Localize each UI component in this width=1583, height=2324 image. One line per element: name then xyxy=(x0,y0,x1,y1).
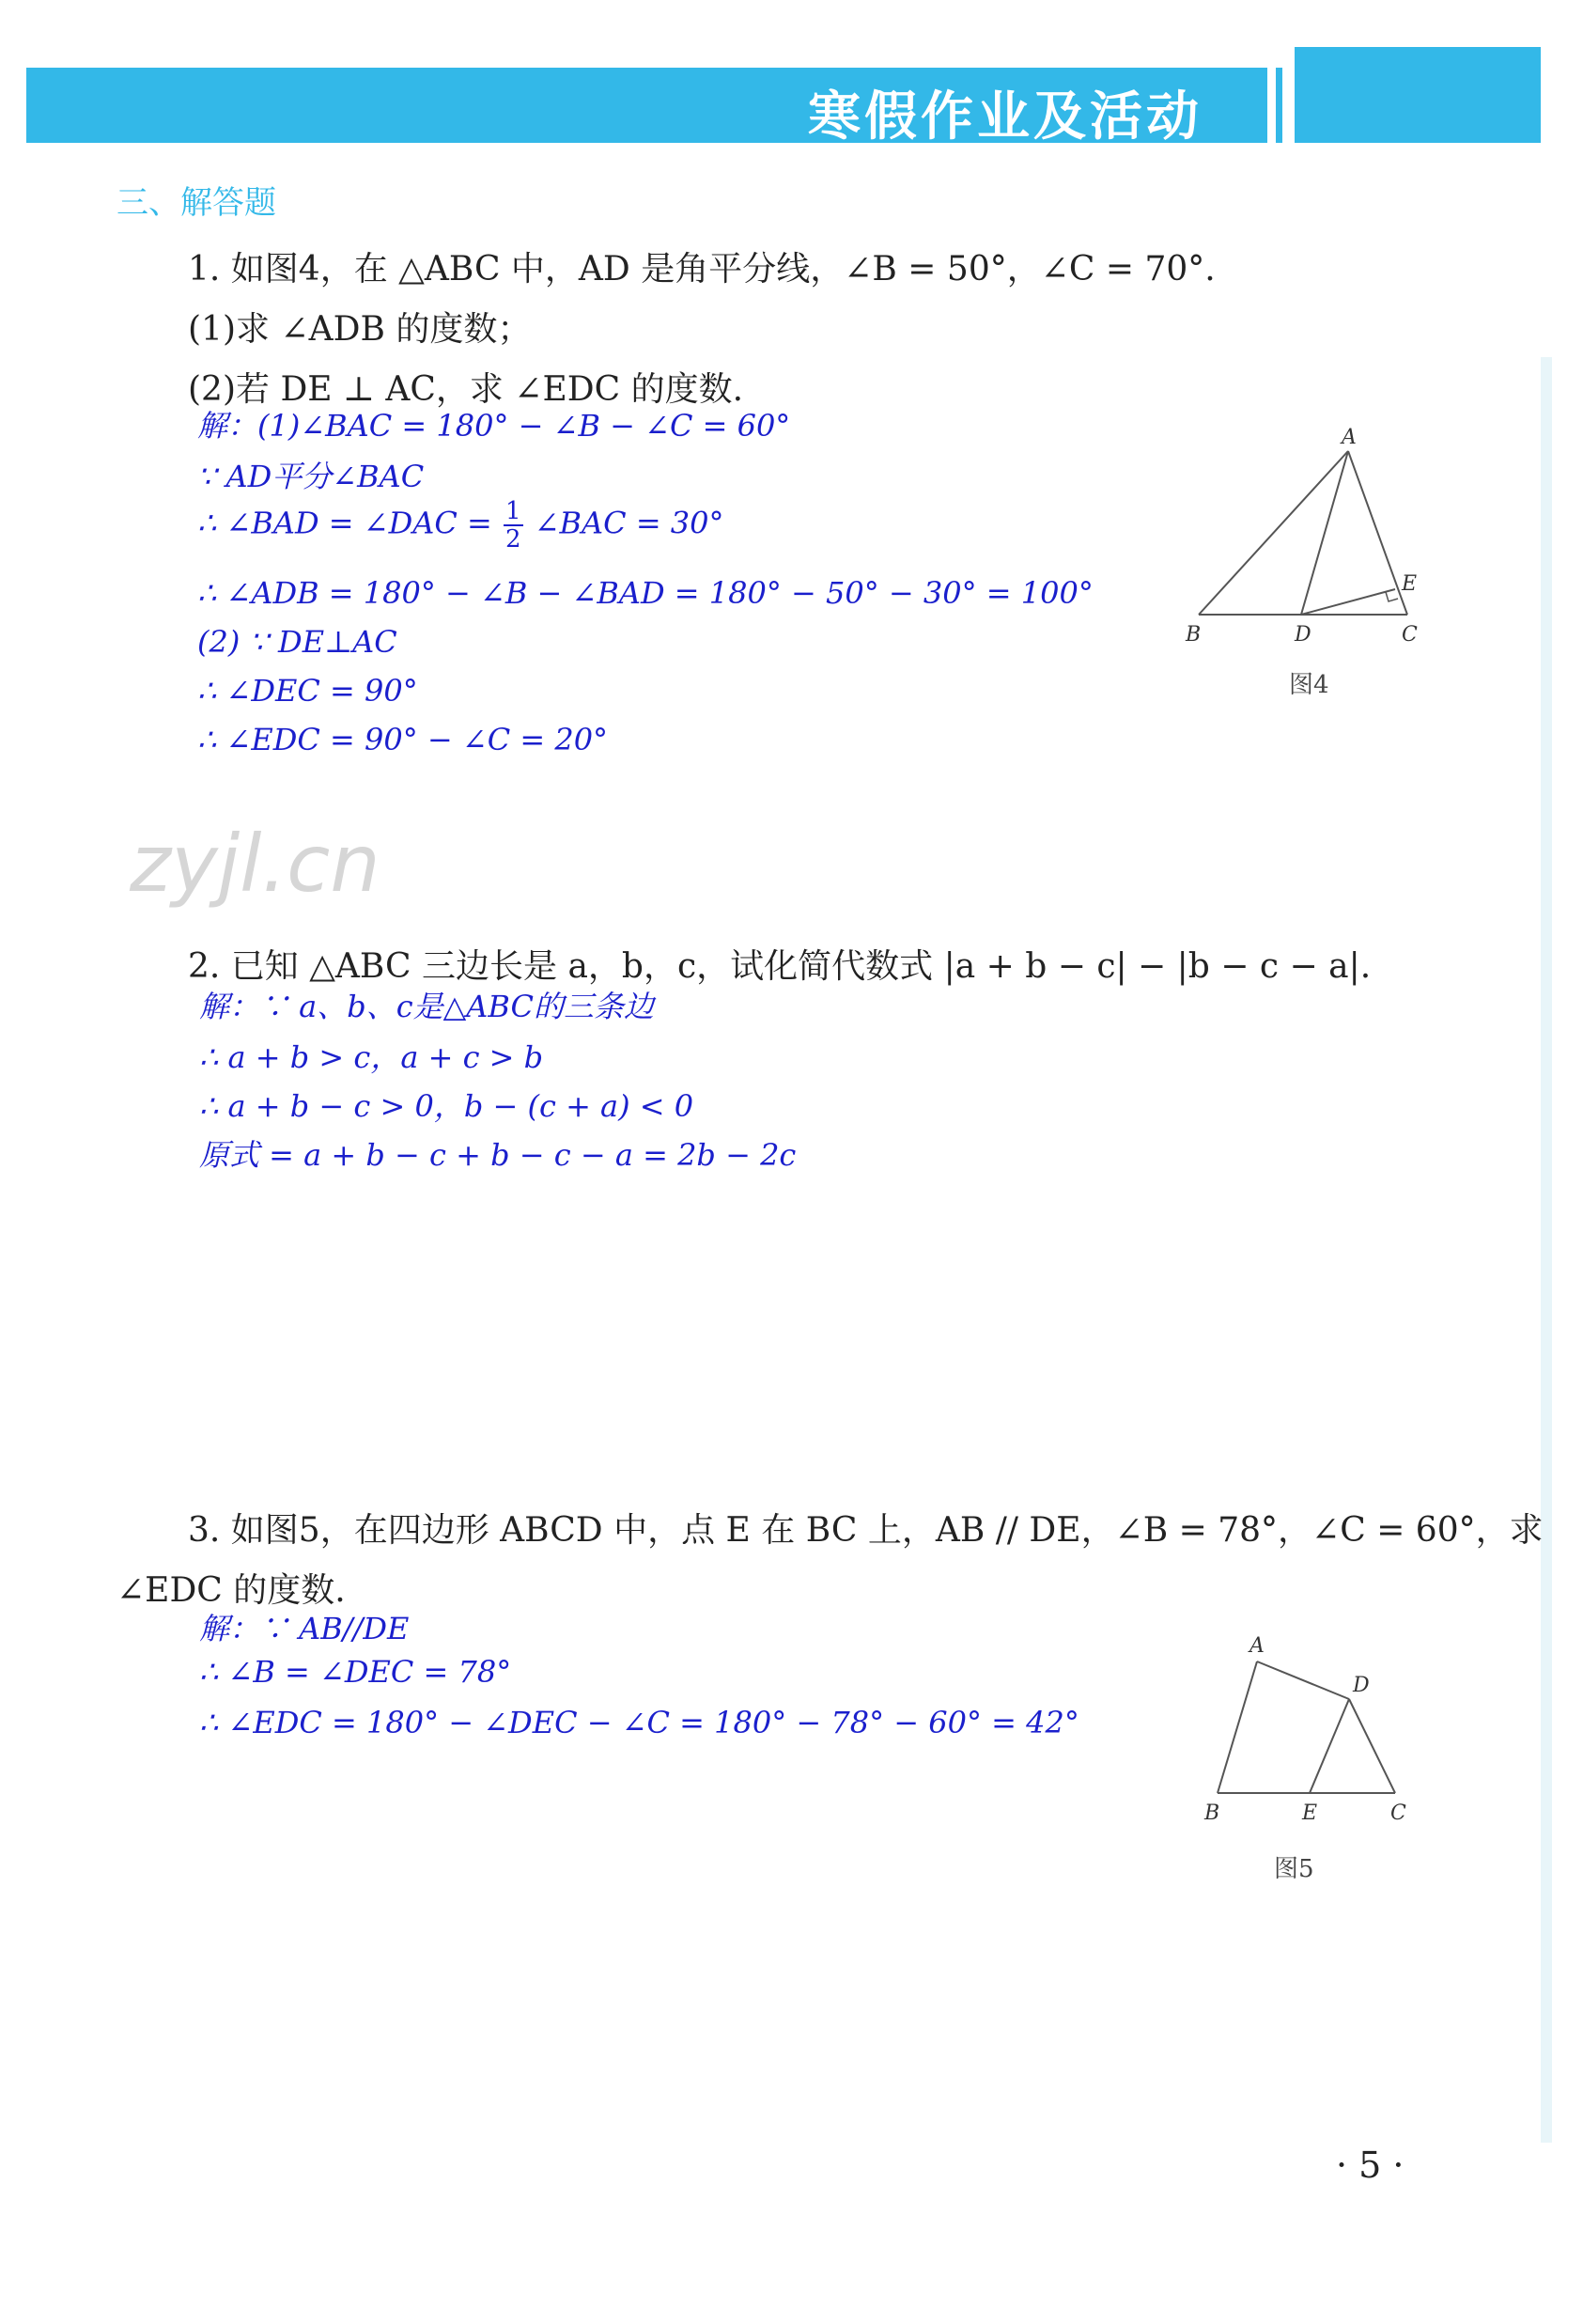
q3-statement: 3. 如图5，在四边形 ABCD 中，点 E 在 BC 上，AB // DE，∠B = 78°，∠C = 60°，求 xyxy=(188,1511,1544,1550)
q1-solution-line: ∴ ∠EDC = 90° − ∠C = 20° xyxy=(197,722,609,757)
q1-solution-line: ∴ ∠DEC = 90° xyxy=(197,673,418,709)
q1-part2: (2)若 DE ⊥ AC，求 ∠EDC 的度数. xyxy=(188,370,744,409)
q3-solution-line: ∴ ∠EDC = 180° − ∠DEC − ∠C = 180° − 78° − 60° = 42° xyxy=(199,1705,1079,1740)
label-e: E xyxy=(1302,1801,1318,1825)
header-title: 寒假作业及活动 xyxy=(808,86,1203,148)
q3-solution-line: ∴ ∠B = ∠DEC = 78° xyxy=(199,1654,512,1690)
label-a: A xyxy=(1249,1634,1265,1658)
page-number: · 5 · xyxy=(1336,2145,1405,2186)
q2-statement: 2. 已知 △ABC 三边长是 a，b，c，试化简代数式 |a + b − c| − |b − c − a|. xyxy=(188,947,1372,986)
fraction-numerator: 1 xyxy=(505,497,521,525)
segment-de xyxy=(1301,589,1395,615)
label-a: A xyxy=(1342,426,1357,449)
right-angle-mark xyxy=(1386,592,1398,601)
label-b: B xyxy=(1186,623,1202,647)
label-d: D xyxy=(1295,623,1311,647)
figure-5-caption: 图5 xyxy=(1274,1855,1314,1883)
segment-ad xyxy=(1257,1661,1349,1699)
figure-4-caption: 图4 xyxy=(1289,671,1329,699)
q3-statement-cont: ∠EDC 的度数. xyxy=(116,1571,346,1610)
q2-solution-line: ∴ a + b > c，a + c > b xyxy=(199,1039,544,1075)
label-e: E xyxy=(1402,572,1418,596)
figure-4-triangle xyxy=(1165,423,1447,658)
q1-solution-text: ∴ ∠BAD = ∠DAC = xyxy=(197,505,492,541)
label-b: B xyxy=(1204,1801,1220,1825)
q3-solution-line: 解：∵ AB//DE xyxy=(199,1611,410,1646)
q2-solution-line: 原式 = a + b − c + b − c − a = 2b − 2c xyxy=(199,1137,797,1173)
watermark: zyjl.cn xyxy=(130,818,380,910)
header-stripe xyxy=(1246,68,1252,143)
section-title: 三、解答题 xyxy=(116,184,276,222)
fraction-one-half xyxy=(504,498,523,553)
segment-de xyxy=(1310,1699,1349,1793)
page-edge-decoration xyxy=(1541,357,1552,2143)
q2-solution-line: 解：∵ a、b、c是△ABC的三条边 xyxy=(199,989,654,1024)
header-stripe xyxy=(1261,68,1267,143)
q1-part1: (1)求 ∠ADB 的度数； xyxy=(188,310,532,349)
header-stripe xyxy=(1276,68,1282,143)
segment-dc xyxy=(1349,1699,1395,1793)
q2-solution-line: ∴ a + b − c > 0，b − (c + a) < 0 xyxy=(199,1088,694,1124)
segment-ab xyxy=(1218,1661,1257,1793)
fraction-denominator: 2 xyxy=(505,525,521,554)
header-block xyxy=(1295,47,1541,143)
q1-solution-line: (2) ∵ DE⊥AC xyxy=(197,624,397,660)
q1-solution-text: ∠BAC = 30° xyxy=(534,505,724,541)
q1-solution-line xyxy=(197,498,724,553)
segment-ab xyxy=(1199,451,1348,615)
segment-ac xyxy=(1348,451,1407,615)
q1-solution-line: 解：(1)∠BAC = 180° − ∠B − ∠C = 60° xyxy=(197,408,791,444)
figure-5-quadrilateral xyxy=(1184,1626,1419,1833)
q1-solution-line: ∵ AD平分∠BAC xyxy=(197,459,425,494)
q1-statement: 1. 如图4，在 △ABC 中，AD 是角平分线，∠B = 50°，∠C = 70°. xyxy=(188,250,1216,289)
label-d: D xyxy=(1353,1674,1370,1697)
q1-solution-line: ∴ ∠ADB = 180° − ∠B − ∠BAD = 180° − 50° − 30° = 100° xyxy=(197,575,1094,611)
label-c: C xyxy=(1390,1801,1406,1825)
label-c: C xyxy=(1402,623,1418,647)
